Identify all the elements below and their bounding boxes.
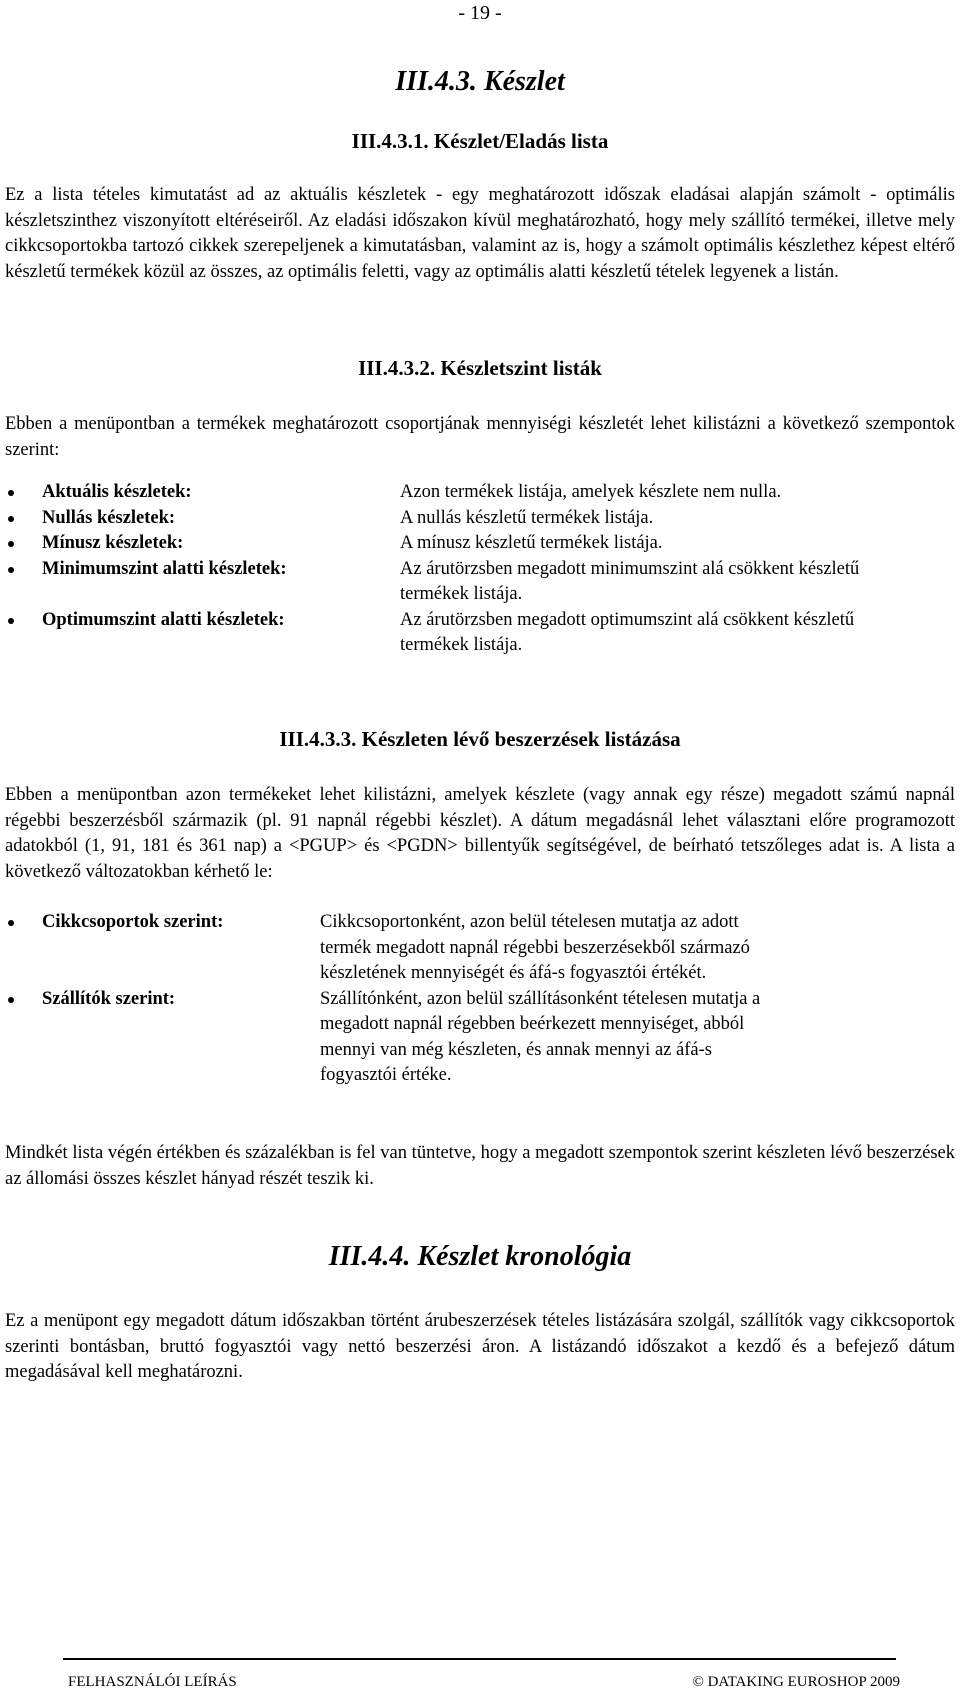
list-item-term: Nullás készletek: — [42, 507, 176, 528]
paragraph-beszerzesek: Ebben a menüpontban azon termékeket lehet kilistázni, amelyek készlete (vagy annak egy része) megadott számú napnál régebbi beszerzésből származik (pl. 91 napnál régebbi készlet). A dátum megadásnál lehet választani előre programozott adatokból (1, 91, 181 és 361 nap) a <PGUP> és <PGDN> billentyűk segítségével, de beírható tetszőleges adat is. A lista a következő változatokban kérhető le: — [5, 785, 955, 882]
paragraph-kronologia: Ez a menüpont egy megadott dátum időszakban történt árubeszerzések tételes listázására szolgál, szállítók vagy cikkcsoportok szerinti bontásban, bruttó fogyasztói vagy nettó beszerzési áron. A listázandó időszakot a kezdő és a befejező dátum megadásával kell meghatározni. — [5, 1311, 955, 1382]
footer-left-text: FELHASZNÁLÓI LEÍRÁS — [68, 1674, 237, 1690]
list-item — [0, 531, 960, 557]
list-item-description: Azon termékek listája, amelyek készlete nem nulla. — [400, 482, 782, 502]
list-item-term: Cikkcsoportok szerint: — [42, 912, 224, 932]
list-item — [0, 557, 960, 608]
footer-divider — [63, 1658, 896, 1660]
list-item-description: Szállítónként, azon belül szállításonként tételesen mutatja a megadott napnál régebben beérkezett mennyiséget, abból mennyi van még készleten, és annak mennyi az áfá-s fogyasztói értéke. — [320, 988, 761, 1085]
subsection-heading-beszerzesek: III.4.3.3. Készleten lévő beszerzések listázása — [279, 727, 681, 751]
list-item-description: Cikkcsoportonként, azon belül tételesen mutatja az adott termék megadott napnál régebbi beszerzésekből származó készletének mennyiségét és áfá-s fogyasztói értékét. — [320, 912, 750, 983]
footer-right-text: © DATAKING EUROSHOP 2009 — [692, 1674, 900, 1690]
list-item — [0, 608, 960, 659]
list-item — [0, 480, 960, 506]
list-item-description: A mínusz készletű termékek listája. — [400, 533, 663, 553]
list-item-term: Mínusz készletek: — [42, 533, 184, 553]
list-item-description: Az árutörzsben megadott optimumszint alá csökkent készletű termékek listája. — [400, 609, 855, 655]
section-heading-keszlet: III.4.3. Készlet — [395, 66, 565, 97]
list-item — [0, 910, 960, 987]
list-item-description: A nullás készletű termékek listája. — [400, 507, 654, 528]
paragraph-closing: Mindkét lista végén értékben és százalékban is fel van tüntetve, hogy a megadott szempontok szerint készleten lévő beszerzések az állomási összes készlet hányad részét teszik ki. — [5, 1143, 955, 1189]
paragraph-keszletszint: Ebben a menüpontban a termékek meghatározott csoportjának mennyiségi készletét lehet kilistázni a következő szempontok szerint: — [5, 414, 955, 460]
list-item-term: Optimumszint alatti készletek: — [42, 609, 285, 630]
stock-level-list — [0, 480, 960, 659]
purchase-list — [0, 910, 960, 1089]
list-item-term: Aktuális készletek: — [42, 482, 192, 502]
list-item-term: Szállítók szerint: — [42, 988, 176, 1009]
list-item — [0, 987, 960, 1089]
list-item-description: Az árutörzsben megadott minimumszint alá csökkent készletű termékek listája. — [400, 558, 860, 604]
subsection-heading-keszlet-eladas: III.4.3.1. Készlet/Eladás lista — [351, 129, 609, 153]
list-item-term: Minimumszint alatti készletek: — [42, 558, 287, 579]
page-number: - 19 - — [458, 2, 502, 24]
section-heading-kronologia: III.4.4. Készlet kronológia — [328, 1241, 632, 1272]
subsection-heading-keszletszint: III.4.3.2. Készletszint listák — [358, 356, 602, 380]
list-item — [0, 506, 960, 532]
paragraph-keszlet-eladas: Ez a lista tételes kimutatást ad az aktuális készletek - egy meghatározott időszak eladásai alapján számolt - optimális készletszinthez viszonyított eltéréseiről. Az eladási időszakon kívül meghatározható, hogy mely szállító termékei, illetve mely cikkcsoportokba tartozó cikkek szerepeljenek a kimutatásban, valamint az is, hogy a számolt optimális készlethez képest eltérő készletű termékek közül az összes, az optimális feletti, vagy az optimális alatti készletű tételek legyenek a listán. — [5, 185, 955, 282]
